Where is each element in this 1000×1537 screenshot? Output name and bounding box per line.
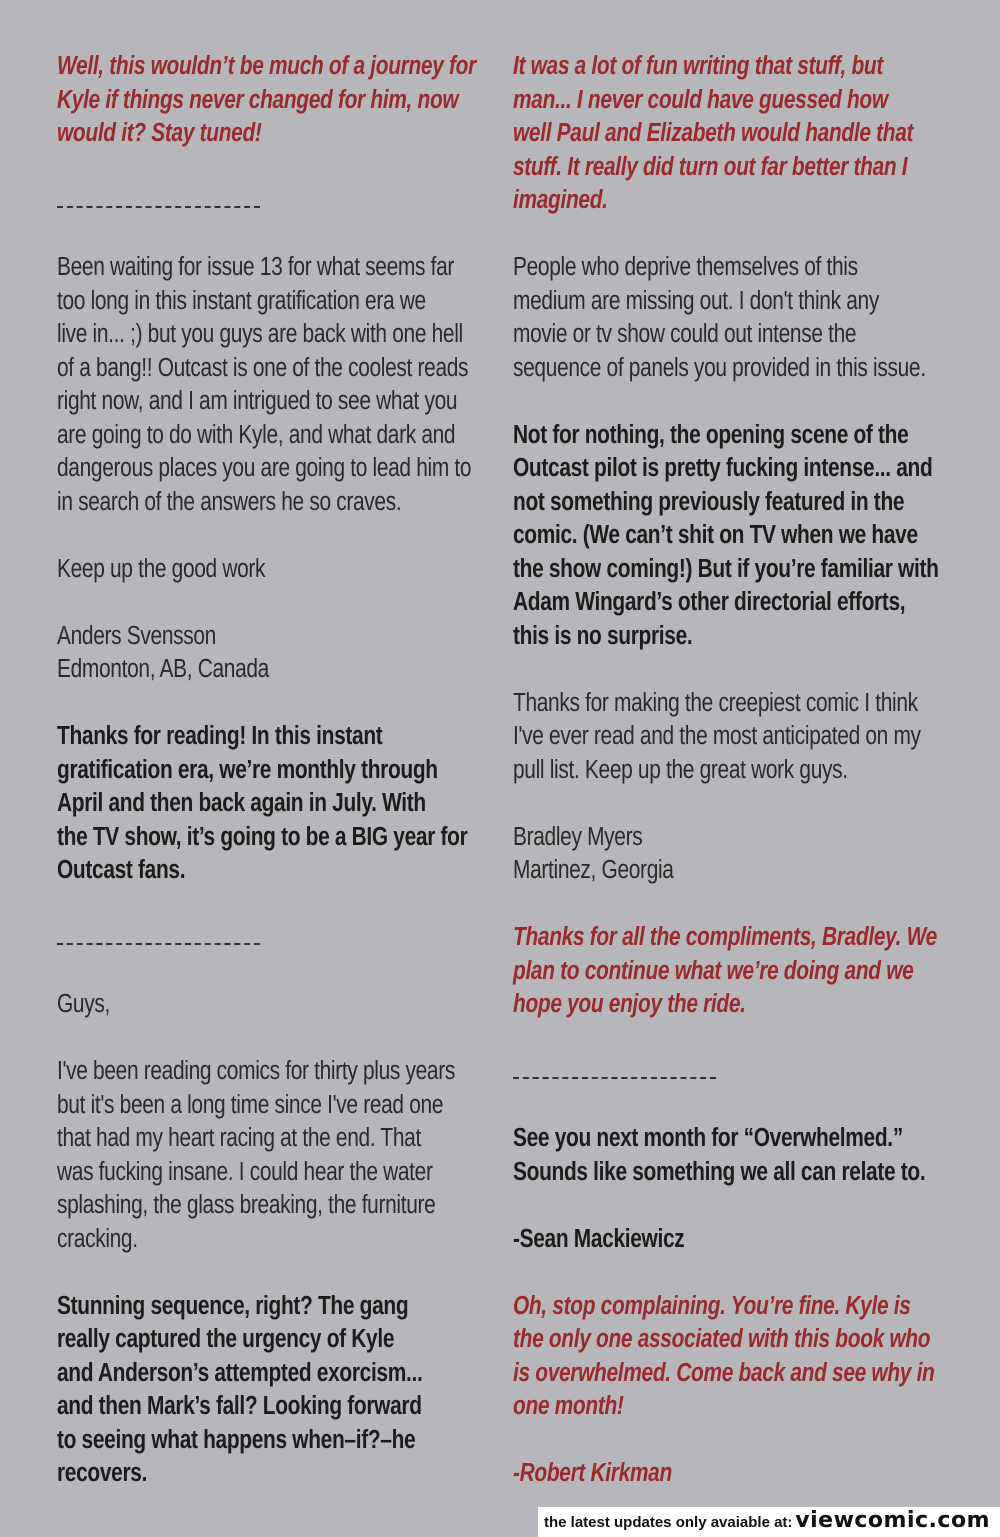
- editor-reply-1: [57, 720, 489, 888]
- text-line: sequence of panels you provided in this issue.: [513, 353, 926, 382]
- text-line: man... I never could have guessed how: [513, 85, 888, 114]
- text-line: It was a lot of fun writing that stuff, but: [513, 52, 883, 80]
- text-line: to seeing what happens when–if?–he: [57, 1425, 416, 1454]
- signature: -Robert Kirkman: [513, 1459, 672, 1487]
- author-name: Anders Svensson: [57, 621, 216, 650]
- text-line: and then Mark’s fall? Looking forward: [57, 1392, 422, 1420]
- letter-author-bradley: [513, 821, 945, 888]
- text-line: Thanks for reading! In this instant: [57, 722, 383, 750]
- text-line: hope you enjoy the ride.: [513, 990, 746, 1018]
- text-line: this is no surprise.: [513, 621, 693, 650]
- text-line: the only one associated with this book who: [513, 1325, 931, 1353]
- text-line: recovers.: [57, 1459, 148, 1487]
- text-line: not something previously featured in the: [513, 487, 905, 516]
- text-line: Been waiting for issue 13 for what seems far: [57, 253, 455, 281]
- section-divider: [57, 184, 489, 218]
- reader-letter-continued: [513, 251, 945, 385]
- text-line: Keep up the good work: [57, 554, 266, 583]
- text-line: Kyle if things never changed for him, now: [57, 85, 459, 114]
- writer-reply-2: [513, 921, 945, 1022]
- writer-closing: [513, 1290, 945, 1424]
- editor-intro-reply: [57, 50, 489, 151]
- text-line: one month!: [513, 1392, 624, 1420]
- section-divider: [513, 1055, 945, 1089]
- letter-author-anders: [57, 620, 489, 687]
- text-line: Outcast pilot is pretty fucking intense... and: [513, 454, 933, 482]
- text-line: dangerous places you are going to lead him to: [57, 454, 472, 482]
- text-line: splashing, the glass breaking, the furniture: [57, 1191, 436, 1219]
- text-line: right now, and I am intrigued to see what you: [57, 387, 458, 415]
- text-line: would it? Stay tuned!: [57, 119, 262, 147]
- letter-signoff: [57, 553, 489, 587]
- editor-reply-2: [57, 1290, 489, 1491]
- text-line: People who deprive themselves of this: [513, 253, 858, 281]
- text-line: that had my heart racing at the end. That: [57, 1124, 421, 1152]
- text-line: is overwhelmed. Come back and see why in: [513, 1358, 935, 1387]
- editor-reply-3: [513, 419, 945, 654]
- left-column: [57, 50, 489, 1524]
- text-line: and Anderson’s attempted exorcism...: [57, 1358, 423, 1387]
- footer-banner: [538, 1507, 1000, 1537]
- text-line: well Paul and Elizabeth would handle that: [513, 119, 914, 147]
- text-line: plan to continue what we’re doing and we: [513, 956, 914, 985]
- reader-letter-anders: [57, 251, 489, 519]
- text-line: cracking.: [57, 1224, 138, 1253]
- text-line: movie or tv show could out intense the: [513, 320, 857, 348]
- text-line: the show coming!) But if you’re familiar with: [513, 554, 939, 583]
- text-line: stuff. It really did turn out far better than I: [513, 152, 908, 181]
- text-line: See you next month for “Overwhelmed.”: [513, 1124, 903, 1152]
- text-line: Not for nothing, the opening scene of the: [513, 420, 909, 449]
- writer-signature: [513, 1457, 945, 1491]
- text-line: I've ever read and the most anticipated on my: [513, 722, 921, 750]
- author-name: Bradley Myers: [513, 822, 643, 851]
- text-line: are going to do with Kyle, and what dark and: [57, 420, 456, 449]
- writer-reply-1: [513, 50, 945, 218]
- editor-signature: [513, 1223, 945, 1257]
- text-line: Thanks for making the creepiest comic I think: [513, 688, 918, 717]
- text-line: the TV show, it’s going to be a BIG year for: [57, 822, 468, 851]
- text-line: comic. (We can’t shit on TV when we have: [513, 521, 918, 549]
- text-line: of a bang!! Outcast is one of the coolest reads: [57, 353, 469, 382]
- section-divider: [57, 921, 489, 955]
- text-line: Outcast fans.: [57, 856, 186, 884]
- text-line: I've been reading comics for thirty plus years: [57, 1057, 456, 1085]
- text-line: was fucking insane. I could hear the water: [57, 1157, 433, 1186]
- author-location: Martinez, Georgia: [513, 856, 674, 884]
- letter-greeting: [57, 988, 489, 1022]
- text-line: Oh, stop complaining. You’re fine. Kyle is: [513, 1291, 911, 1320]
- text-line: in search of the answers he so craves.: [57, 487, 402, 516]
- site-brand-link[interactable]: viewcomic.com: [795, 1508, 990, 1533]
- text-line: Adam Wingard’s other directorial efforts,: [513, 588, 906, 616]
- editor-closing: [513, 1122, 945, 1189]
- text-line: pull list. Keep up the great work guys.: [513, 755, 848, 784]
- text-line: Thanks for all the compliments, Bradley. We: [513, 923, 937, 951]
- right-column: [513, 50, 945, 1524]
- reader-letter-2: [57, 1055, 489, 1256]
- text-line: really captured the urgency of Kyle: [57, 1325, 395, 1353]
- text-line: but it's been a long time since I've read one: [57, 1090, 444, 1119]
- text-line: Guys,: [57, 990, 110, 1018]
- text-line: live in... ;) but you guys are back with one hell: [57, 320, 463, 348]
- footer-note: the latest updates only avaiable at:: [544, 1514, 793, 1531]
- signature: -Sean Mackiewicz: [513, 1224, 685, 1253]
- text-line: too long in this instant gratification era we: [57, 286, 426, 315]
- text-line: Stunning sequence, right? The gang: [57, 1291, 409, 1320]
- author-location: Edmonton, AB, Canada: [57, 655, 269, 683]
- text-line: imagined.: [513, 186, 608, 214]
- text-line: Well, this wouldn’t be much of a journey for: [57, 52, 476, 80]
- reader-letter-bradley: [513, 687, 945, 788]
- text-line: gratification era, we’re monthly through: [57, 755, 438, 784]
- text-line: medium are missing out. I don't think any: [513, 286, 879, 315]
- text-line: Sounds like something we all can relate to.: [513, 1157, 926, 1186]
- text-line: April and then back again in July. With: [57, 789, 426, 817]
